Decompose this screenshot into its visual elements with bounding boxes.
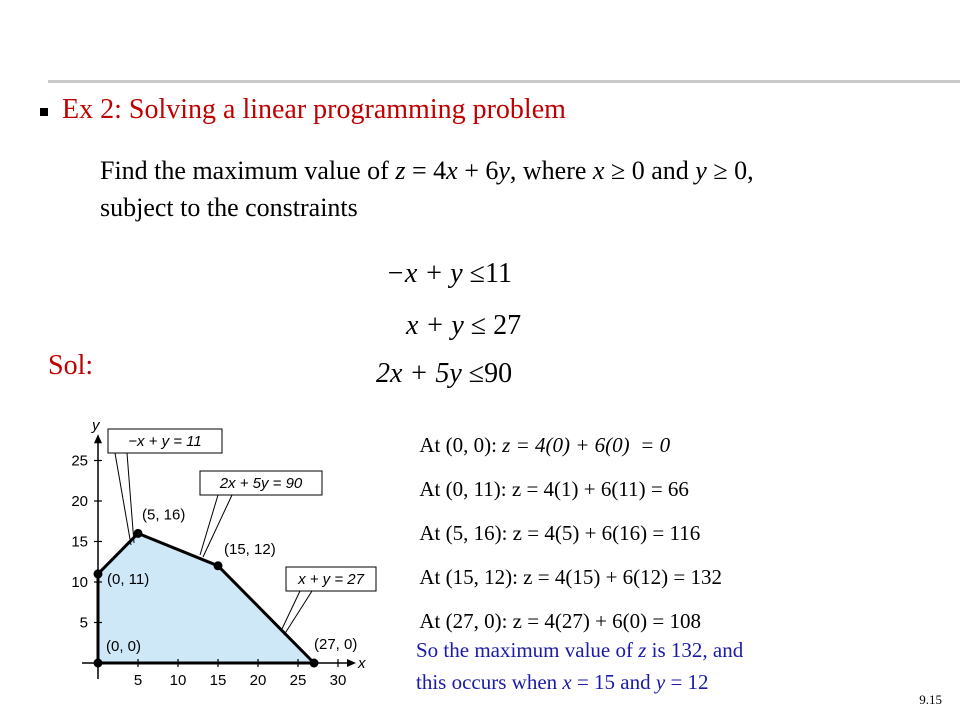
constraint-lhs: −x + y xyxy=(386,258,463,289)
constraint-lhs: x + y xyxy=(406,310,464,341)
conclusion-text: is 132, and xyxy=(646,638,744,662)
y-tick-label: 10 xyxy=(71,574,88,591)
vertex-label: (5, 16) xyxy=(142,506,186,524)
title-rule xyxy=(48,80,960,83)
y-axis-label: y xyxy=(92,417,100,435)
x-tick-label: 10 xyxy=(169,672,187,689)
calc-point: At (0, 11): xyxy=(419,477,507,501)
calc-expr: z = 4(1) + 6(11) = 66 xyxy=(511,477,689,501)
calc-row xyxy=(410,452,689,502)
conclusion-text: So the maximum value of xyxy=(416,638,639,662)
y-tick-label: 15 xyxy=(71,533,88,551)
calc-point: At (27, 0): xyxy=(419,609,508,633)
bullet-icon xyxy=(40,108,48,116)
calc-point: At (5, 16): xyxy=(419,521,508,545)
x-axis-label: x xyxy=(358,655,366,672)
conclusion-text: = 15 and xyxy=(571,670,656,694)
callout-constraint-3: 2x + 5y = 90 xyxy=(219,475,303,492)
constraint-rhs: 11 xyxy=(485,258,512,289)
var-y: y xyxy=(695,156,707,185)
problem-text: + 6 xyxy=(457,156,499,185)
calc-row xyxy=(410,584,701,634)
constraint-lhs: 2x + 5y xyxy=(376,358,462,389)
y-tick-label: 25 xyxy=(71,452,88,470)
calc-row xyxy=(410,496,700,546)
conclusion-text: = 12 xyxy=(665,670,709,694)
callout-pointer xyxy=(200,495,218,555)
x-tick-label: 20 xyxy=(249,672,267,689)
constraint-op: ≤ xyxy=(469,258,486,289)
y-tick-label: 20 xyxy=(71,493,88,510)
var-x: x xyxy=(562,670,572,694)
y-axis-arrow-icon xyxy=(94,434,102,443)
constraint-3 xyxy=(362,326,512,390)
slide-heading: Ex 2: Solving a linear programming problem xyxy=(62,94,566,125)
vertex-label: (27, 0) xyxy=(314,636,358,653)
var-z: z xyxy=(395,156,406,185)
var-z: z xyxy=(638,638,647,662)
calc-row xyxy=(410,540,722,590)
vertex-point xyxy=(94,569,103,578)
problem-statement xyxy=(100,152,940,226)
constraint-rhs: 90 xyxy=(484,358,513,389)
vertex-point xyxy=(94,659,103,668)
x-tick-label: 15 xyxy=(209,672,227,689)
callout-pointer xyxy=(284,591,312,635)
calc-expr: z = 4(27) + 6(0) = 108 xyxy=(512,609,701,633)
calc-expr: z = 4(15) + 6(12) = 132 xyxy=(523,565,722,589)
vertex-label: (0, 0) xyxy=(106,638,142,655)
page-number: 9.15 xyxy=(919,692,942,707)
y-tick-label: 5 xyxy=(79,614,88,632)
conclusion-text: this occurs when xyxy=(416,670,563,694)
calc-point: At (0, 0): xyxy=(419,433,497,457)
callout-constraint-1: −x + y = 11 xyxy=(128,433,202,450)
x-tick-label: 5 xyxy=(133,672,143,689)
problem-text: ≥ 0 and xyxy=(604,156,696,185)
calc-expr: z = 4(5) + 6(16) = 116 xyxy=(512,521,701,545)
feasible-region-graph xyxy=(50,405,400,715)
var-y: y xyxy=(498,156,510,185)
vertex-point xyxy=(310,659,319,668)
var-y: y xyxy=(655,670,666,694)
problem-text: , where xyxy=(509,156,593,185)
callout-pointer xyxy=(115,453,131,545)
vertex-label: (0, 11) xyxy=(107,570,150,588)
calc-point: At (15, 12): xyxy=(419,565,518,589)
x-axis-arrow-icon xyxy=(347,659,356,667)
problem-text: subject to the constraints xyxy=(100,193,358,222)
constraint-rhs: 27 xyxy=(493,310,522,341)
problem-text: Find the maximum value of xyxy=(100,156,396,185)
solution-label: Sol: xyxy=(48,350,94,381)
constraint-op: ≤ xyxy=(470,310,487,341)
problem-text: ≥ 0, xyxy=(706,156,754,185)
vertex-label: (15, 12) xyxy=(224,540,276,558)
callout-constraint-2: x + y = 27 xyxy=(298,571,364,588)
x-tick-label: 25 xyxy=(289,672,307,689)
calc-expr: z = 4(0) + 6(0) = 0 xyxy=(502,433,671,457)
problem-text: = 4 xyxy=(405,156,447,185)
var-x: x xyxy=(446,156,458,185)
x-tick-label: 30 xyxy=(329,672,347,689)
var-x: x xyxy=(592,156,605,185)
calc-row xyxy=(410,408,670,458)
heading-row xyxy=(40,94,566,126)
constraint-op: ≤ xyxy=(468,358,485,389)
vertex-point xyxy=(214,561,223,570)
vertex-point xyxy=(134,529,143,538)
conclusion xyxy=(416,634,856,698)
